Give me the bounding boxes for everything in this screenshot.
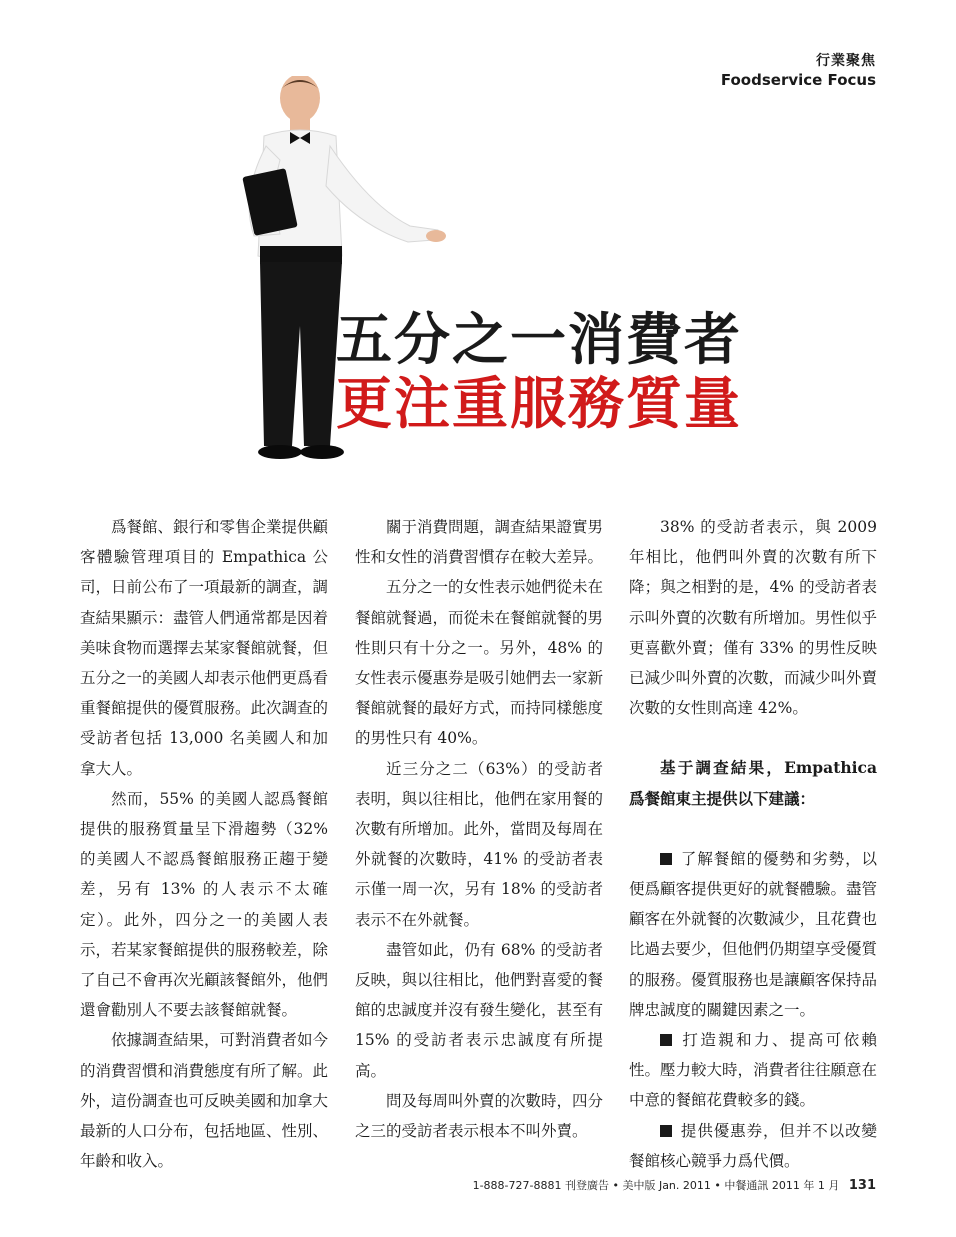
- headline: [336, 308, 742, 436]
- column-3: [629, 512, 877, 1176]
- bullet-item: [629, 1116, 877, 1176]
- section-header: [721, 52, 876, 90]
- square-bullet-icon: [660, 1034, 672, 1046]
- section-title-en: Foodservice Focus: [720, 71, 876, 89]
- paragraph: 依據調查結果，可對消費者如今的消費習慣和消費態度有所了解。此外，這份調查也可反映美國和加拿大最新的人口分布，包括地區、性別、年齡和收入。: [80, 1031, 329, 1171]
- paragraph: 然而，55% 的美國人認爲餐館提供的服務質量呈下滑趨勢（32% 的美國人不認爲餐館服務正趨于變差，另有 13% 的人表示不太確定）。此外，四分之一的美國人表示，若某家餐館提供的服務較差，除了自己不會再次光顧該餐館外，他們還會勸別人不要去該餐館就餐。: [80, 789, 329, 1020]
- bullet-text: 提供優惠券，但并不以改變餐館核心競爭力爲代價。: [629, 1121, 877, 1170]
- paragraph: 盡管如此，仍有 68% 的受訪者反映，與以往相比，他們對喜愛的餐館的忠誠度并沒有發生變化，甚至有 15% 的受訪者表示忠誠度有所提高。: [355, 940, 604, 1080]
- column-2: [355, 512, 603, 1146]
- page-number: 131: [848, 1178, 876, 1193]
- paragraph: 關于消費問題，調查結果證實男性和女性的消費習慣存在較大差异。: [355, 518, 604, 567]
- recommendations-heading: 基于調查結果，Empathica 爲餐館東主提供以下建議：: [629, 758, 877, 808]
- bullet-item: [629, 1025, 877, 1116]
- square-bullet-icon: [660, 853, 672, 865]
- bullet-text: 了解餐館的優勢和劣勢，以便爲顧客提供更好的就餐體驗。盡管顧客在外就餐的次數減少，且花費也比過去要少，但他們仍期望享受優質的服務。優質服務也是讓顧客保持品牌忠誠度的關鍵因素之一。: [629, 849, 878, 1019]
- paragraph: 爲餐館、銀行和零售企業提供顧客體驗管理項目的 Empathica 公司，日前公布了一項最新的調查，調查結果顯示：盡管人們通常都是因着美味食物而選擇去某家餐館就餐，但五分之一的美國人却表示他們更爲看重餐館提供的優質服務。此次調查的受訪者包括 13,000 名美國人和加拿大人。: [80, 518, 329, 778]
- paragraph: 近三分之二（63%）的受訪者表明，與以往相比，他們在家用餐的次數有所增加。此外，當問及每周在外就餐的次數時，41% 的受訪者表示僅一周一次，另有 18% 的受訪者表示不在外就餐。: [355, 759, 604, 929]
- paragraph: 問及每周叫外賣的次數時，四分之三的受訪者表示根本不叫外賣。: [355, 1091, 604, 1141]
- page-footer: [473, 1177, 876, 1193]
- section-title-zh: 行業聚焦: [816, 53, 876, 69]
- square-bullet-icon: [660, 1125, 672, 1137]
- bullet-item: [629, 844, 877, 1025]
- paragraph: 五分之一的女性表示她們從未在餐館就餐過，而從未在餐館就餐的男性則只有十分之一。另外，48% 的女性表示優惠券是吸引她們去一家新餐館就餐的最好方式，而持同樣態度的男性只有 40%。: [355, 578, 604, 748]
- headline-line1: 五分之一消費者: [336, 307, 742, 373]
- column-1: [80, 512, 328, 1176]
- headline-line2: 更注重服務質量: [336, 371, 742, 437]
- paragraph: 38% 的受訪者表示，與 2009 年相比，他們叫外賣的次數有所下降；與之相對的是，4% 的受訪者表示叫外賣的次數有所增加。男性似乎更喜歡外賣；僅有 33% 的男性反映已減少叫外賣的次數，而減少叫外賣次數的女性則高達 42%。: [629, 518, 878, 718]
- bullet-text: 打造親和力、提高可依賴性。壓力較大時，消費者往往願意在中意的餐館花費較多的錢。: [629, 1031, 878, 1110]
- footer-text: 1-888-727-8881 刊登廣告 • 美中版 Jan. 2011 • 中餐通訊 2011 年 1 月: [472, 1179, 840, 1192]
